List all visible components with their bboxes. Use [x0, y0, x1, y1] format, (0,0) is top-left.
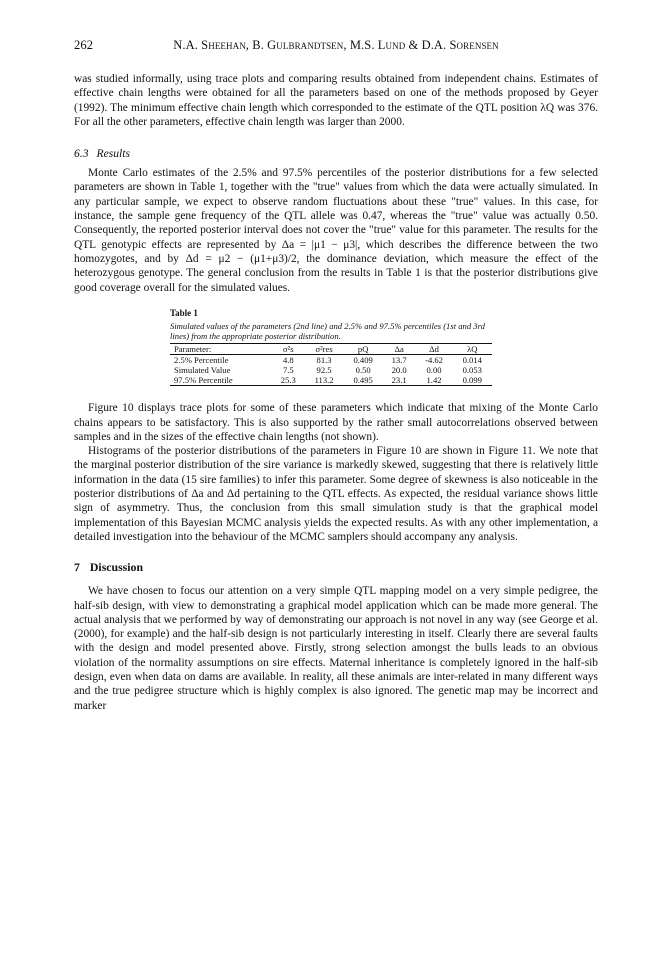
table-header-cell: Parameter: — [170, 344, 272, 355]
section-heading-7 — [74, 560, 598, 575]
table-1 — [170, 308, 500, 386]
table-cell: 1.42 — [415, 375, 452, 386]
table-cell: 0.50 — [355, 365, 371, 376]
table-cell: 7.5 — [282, 365, 294, 376]
paper-page — [74, 38, 598, 713]
table-cell: 4.8 — [282, 355, 294, 366]
table-cell: 0.409 — [353, 355, 373, 366]
table-cell: 81.3 — [316, 355, 332, 366]
table-cell: 0.053 — [462, 365, 482, 376]
table-header-cell: Δa — [383, 344, 416, 355]
paragraph-discussion: We have chosen to focus our attention on a very simple QTL mapping model on a very simple pedigree, the half-sib design, with view to demonstrating a graphical model application which can be made more general. The actual analysis that we performed by way of demonstrating our approach is not novel in any way (see George et al. (2000), for example) and the half-sib design is not particularly interesting in itself. Clearly there are several faults with the design and model presented above. Firstly, strong selection amongst the bulls leads to an obvious violation of the normality assumptions on sire effects. Maternal inheritance is completely ignored in the half-sib design, even when data on dams are available. In reality, all these animals are inter-related in many different ways and the true pedigree structure which is highly complex is also ignored. The genetic map may be incorrect and marker — [74, 585, 598, 712]
table-cell: -4.62 — [425, 355, 443, 366]
results-table — [170, 343, 492, 386]
table-cell: Simulated Value — [174, 365, 231, 376]
section-heading-6-3 — [74, 147, 598, 160]
paragraph-histograms: Histograms of the posterior distributions of the parameters in Figure 10 are shown in Figure 11. We note that the marginal posterior distribution of the sire variance is markedly skewed, suggesting that there is relatively little information in the data (15 sire families) to infer this parameter. Some degree of skewness is also noticeable in the posterior distributions of Δa and Δd pertaining to the QTL effects. As expected, the residual variance shows little sign of asymmetry. Thus, the conclusion from this small simulation study is that the graphical model implementation of this Bayesian MCMC analysis yields the expected results. As with any other implementation, a detailed investigation into the behaviour of the MCMC samplers should accompany any analysis. — [74, 445, 598, 543]
paragraph-figure-10: Figure 10 displays trace plots for some of these parameters which indicate that mixing of the Monte Carlo chains appears to be satisfactory. This is also supported by the rather small autocorrelations observed between samples and in the sizes of the effective chain lengths (not shown). — [74, 402, 598, 443]
table-cell: 0.099 — [453, 375, 492, 386]
section-title: Results — [96, 147, 130, 161]
table-header-cell: Δd — [415, 344, 452, 355]
table-cell: 92.5 — [316, 365, 332, 376]
table-header-cell: λQ — [453, 344, 492, 355]
paragraph-intro: was studied informally, using trace plots and comparing results obtained from independent chains. Estimates of effective chain lengths were obtained for all the parameters based on one of the methods proposed by Geyer (1992). The minimum effective chain length which corresponded to the estimate of the QTL position λQ was 376. For all the other parameters, effective chain length was larger than 2000. — [74, 73, 598, 128]
table-header-cell: pQ — [344, 344, 383, 355]
table-header-row — [170, 344, 492, 355]
section-number: 7 — [74, 560, 80, 575]
table-cell: 113.2 — [305, 375, 344, 386]
section-number: 6.3 — [74, 147, 89, 161]
table-cell: 97.5% Percentile — [170, 375, 272, 386]
table-cell: 0.014 — [462, 355, 482, 366]
paragraph-results: Monte Carlo estimates of the 2.5% and 97.5% percentiles of the posterior distributions for a few selected parameters are shown in Table 1, together with the "true" values from which the data were actually simulated. In any particular sample, we expect to observe random fluctuations about these "true" values. In this case, for instance, the sample gene frequency of the QTL allele was 0.47, whereas the "true" value was actually 0.50. Consequently, the reported posterior interval does not cover the "true" value for this parameter. The results for the QTL genotypic effects are represented by Δa = |μ1 − μ3|, which describes the difference between the two homozygotes, and by Δd = μ2 − (μ1+μ3)/2, the dominance deviation, which measure the effect of the heterozygous genotype. The general conclusion from the results in Table 1 is that the posterior distributions give good coverage overall for the simulated values. — [74, 167, 598, 294]
table-cell: 23.1 — [383, 375, 416, 386]
running-header — [74, 38, 598, 60]
table-cell: 20.0 — [391, 365, 407, 376]
table-header-cell: σ²res — [305, 344, 344, 355]
table-cell: 0.00 — [426, 365, 442, 376]
page-number: 262 — [74, 38, 94, 52]
table-label: Table 1 — [170, 307, 198, 318]
table-row — [170, 365, 492, 375]
section-title: Discussion — [89, 560, 144, 575]
table-header-cell: σ²s — [272, 344, 305, 355]
table-row — [170, 355, 492, 366]
running-header-authors: N.A. Sheehan, B. Gulbrandtsen, M.S. Lund & D.A. Sorensen — [173, 38, 499, 52]
table-cell: 2.5% Percentile — [174, 355, 229, 366]
table-row — [170, 375, 492, 386]
table-cell: 25.3 — [272, 375, 305, 386]
table-cell: 13.7 — [391, 355, 407, 366]
table-caption: Simulated values of the parameters (2nd line) and 2.5% and 97.5% percentiles (1st and 3rd lines) from the appropriate posterior distribution. — [170, 320, 485, 342]
table-cell: 0.495 — [344, 375, 383, 386]
